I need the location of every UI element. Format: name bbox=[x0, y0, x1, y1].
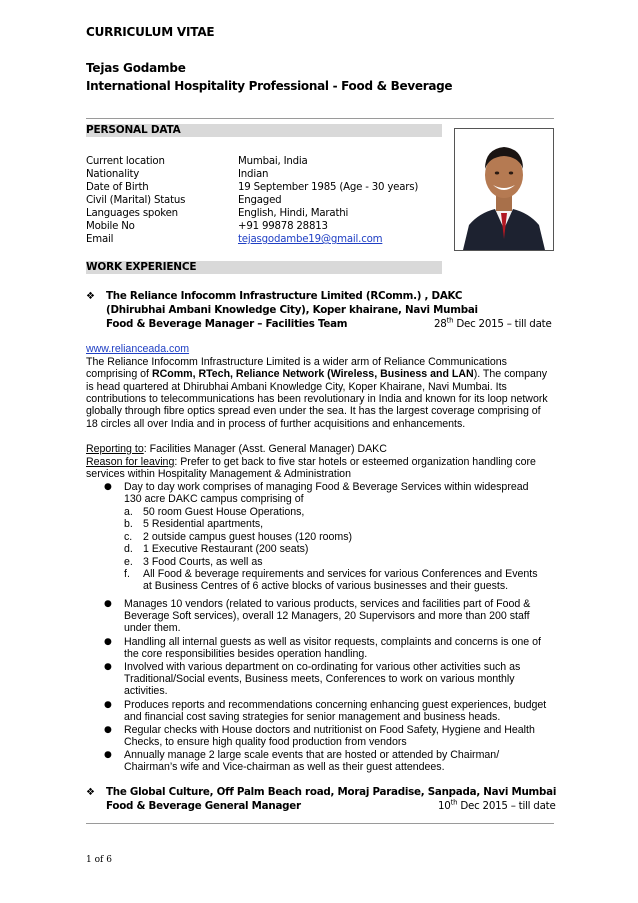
personal-row-value: +91 99878 28813 bbox=[238, 221, 328, 232]
job1-date bbox=[434, 318, 552, 331]
reason-for-leaving-value: : Prefer to get back to five star hotels or esteemed organization handling core bbox=[174, 456, 536, 468]
job1-description-line: 18 circles all over India and in process of further acquisitions and enhancements. bbox=[86, 418, 466, 430]
sub-item-marker: e. bbox=[124, 556, 133, 568]
sub-item-marker: a. bbox=[124, 506, 133, 518]
reporting-to-label: Reporting to bbox=[86, 443, 144, 455]
work-experience-heading: WORK EXPERIENCE bbox=[86, 261, 197, 273]
responsibility-line: Regular checks with House doctors and nutritionist on Food Safety, Hygiene and Health bbox=[124, 724, 535, 736]
personal-row-value: Indian bbox=[238, 169, 269, 180]
sub-item-text: 5 Residential apartments, bbox=[143, 518, 264, 530]
bottom-divider bbox=[86, 823, 554, 824]
job2-role: Food & Beverage General Manager bbox=[106, 800, 301, 812]
personal-row-label: Mobile No bbox=[86, 221, 135, 232]
responsibility-line: Manages 10 vendors (related to various products, services and facilities part of Food & bbox=[124, 598, 531, 610]
description-text: comprising of bbox=[86, 368, 152, 380]
sub-item-marker: d. bbox=[124, 543, 133, 555]
personal-row bbox=[86, 181, 446, 194]
page-number: 1 of 6 bbox=[86, 855, 112, 865]
job1-company: The Reliance Infocomm Infrastructure Limited (RComm.) , DAKC bbox=[106, 290, 463, 302]
profile-photo-illustration bbox=[455, 129, 553, 250]
personal-row-label: Languages spoken bbox=[86, 208, 178, 219]
personal-row-label: Nationality bbox=[86, 169, 140, 180]
four-diamond-bullet-icon: ❖ bbox=[86, 787, 95, 798]
email-link[interactable]: tejasgodambe19@gmail.com bbox=[238, 234, 383, 245]
round-bullet-icon: ● bbox=[104, 482, 112, 492]
round-bullet-icon: ● bbox=[104, 599, 112, 609]
job1-role: Food & Beverage Manager – Facilities Team bbox=[106, 318, 348, 330]
description-bold-text: RComm, RTech, Reliance Network (Wireless, Business and LAN bbox=[151, 368, 474, 380]
document-title: CURRICULUM VITAE bbox=[86, 25, 215, 39]
sub-item-text: 3 Food Courts, as well as bbox=[143, 556, 263, 568]
round-bullet-icon: ● bbox=[104, 637, 112, 647]
personal-row-label: Civil (Marital) Status bbox=[86, 195, 186, 206]
responsibility-line: Chairman’s wife and Vice-chairman as well as their guest attendees. bbox=[124, 761, 445, 773]
sub-item-text: 1 Executive Restaurant (200 seats) bbox=[143, 543, 309, 555]
four-diamond-bullet-icon: ❖ bbox=[86, 291, 95, 302]
personal-row bbox=[86, 168, 446, 181]
sub-item-text: 50 room Guest House Operations, bbox=[143, 506, 305, 518]
responsibility-line: Handling all internal guests as well as visitor requests, complaints and concerns is one of bbox=[124, 636, 541, 648]
personal-row bbox=[86, 220, 446, 233]
job2-date-suffix: th bbox=[450, 798, 458, 807]
job2-date-day: 10 bbox=[438, 800, 451, 812]
company-website-link[interactable]: www.relianceada.com bbox=[86, 343, 190, 355]
personal-row-value: Mumbai, India bbox=[238, 156, 308, 167]
personal-row-value: Engaged bbox=[238, 195, 282, 206]
personal-data-heading: PERSONAL DATA bbox=[86, 124, 181, 136]
sub-item-text: 2 outside campus guest houses (120 rooms) bbox=[143, 531, 353, 543]
job1-description-line: contributions to telecommunications has been revolutionary in India and known for its loop network bbox=[86, 393, 548, 405]
job1-location: (Dhirubhai Ambani Knowledge City), Koper khairane, Navi Mumbai bbox=[106, 304, 478, 316]
sub-item-marker: b. bbox=[124, 518, 133, 530]
responsibility-line: 130 acre DAKC campus comprising of bbox=[124, 493, 304, 505]
personal-row bbox=[86, 194, 446, 207]
responsibility-line: Day to day work comprises of managing Food & Beverage Services within widespread bbox=[124, 481, 529, 493]
job2-company: The Global Culture, Off Palm Beach road, Moraj Paradise, Sanpada, Navi Mumbai bbox=[106, 786, 557, 798]
sub-item-text: All Food & beverage requirements and services for various Conferences and Events bbox=[143, 568, 538, 580]
job2-date bbox=[438, 800, 556, 813]
responsibility-line: activities. bbox=[124, 685, 168, 697]
personal-row-value: 19 September 1985 (Age - 30 years) bbox=[238, 182, 419, 193]
personal-row-label: Date of Birth bbox=[86, 182, 149, 193]
personal-row bbox=[86, 233, 446, 246]
responsibility-line: under them. bbox=[124, 622, 181, 634]
reporting-to-line bbox=[86, 443, 556, 455]
round-bullet-icon: ● bbox=[104, 725, 112, 735]
profile-photo bbox=[454, 128, 554, 251]
round-bullet-icon: ● bbox=[104, 662, 112, 672]
responsibility-line: Involved with various department on co-ordinating for various other activities such as bbox=[124, 661, 521, 673]
personal-row bbox=[86, 155, 446, 168]
job1-description-line: The Reliance Infocomm Infrastructure Limited is a wider arm of Reliance Communications bbox=[86, 356, 507, 368]
job1-date-day: 28 bbox=[434, 318, 447, 330]
reason-for-leaving-line: services within Hospitality Management & Administration bbox=[86, 468, 351, 480]
personal-row-label: Current location bbox=[86, 156, 165, 167]
responsibility-line: Produces reports and recommendations concerning enhancing guest experiences, budget bbox=[124, 699, 547, 711]
round-bullet-icon: ● bbox=[104, 700, 112, 710]
reporting-to-value: : Facilities Manager (Asst. General Manager) DAKC bbox=[143, 443, 387, 455]
personal-row-label: Email bbox=[86, 234, 114, 245]
responsibility-line: the core responsibilities besides operation handling. bbox=[124, 648, 368, 660]
sub-item-marker: c. bbox=[124, 531, 133, 543]
sub-item-text: at Business Centres of 6 active blocks of various businesses and their guests. bbox=[143, 580, 509, 592]
sub-item-marker: f. bbox=[124, 568, 130, 580]
job1-date-rest: Dec 2015 – till date bbox=[453, 318, 552, 330]
responsibility-line: Beverage Soft services), overall 12 Managers, 20 Supervisors and more than 200 staff bbox=[124, 610, 530, 622]
responsibility-line: Checks, to ensure high quality food production from vendors bbox=[124, 736, 407, 748]
candidate-headline: International Hospitality Professional - Food & Beverage bbox=[86, 79, 453, 93]
responsibility-line: Traditional/Social events, Business meets, Conferences to work on various monthly bbox=[124, 673, 515, 685]
job2-date-rest: Dec 2015 – till date bbox=[457, 800, 556, 812]
description-text: ). The company bbox=[473, 368, 548, 380]
personal-row-value: English, Hindi, Marathi bbox=[238, 208, 349, 219]
job1-description-line bbox=[86, 368, 556, 380]
round-bullet-icon: ● bbox=[104, 750, 112, 760]
personal-row bbox=[86, 207, 446, 220]
top-divider bbox=[86, 118, 554, 119]
candidate-name: Tejas Godambe bbox=[86, 61, 186, 75]
responsibility-line: and financial cost saving strategies for senior management and business heads. bbox=[124, 711, 501, 723]
job1-description-line: is head quartered at Dhirubhai Ambani Knowledge City, Koper Khairane, Navi Mumbai. Its bbox=[86, 381, 507, 393]
job1-date-suffix: th bbox=[446, 316, 454, 325]
responsibility-line: Annually manage 2 large scale events that are hosted or attended by Chairman/ bbox=[124, 749, 500, 761]
job1-description-line: globally through fibre optics spread even under the sea. It has the largest coverage comprising of bbox=[86, 405, 541, 417]
reason-for-leaving-line bbox=[86, 456, 556, 468]
reason-for-leaving-label: Reason for leaving bbox=[86, 456, 175, 468]
